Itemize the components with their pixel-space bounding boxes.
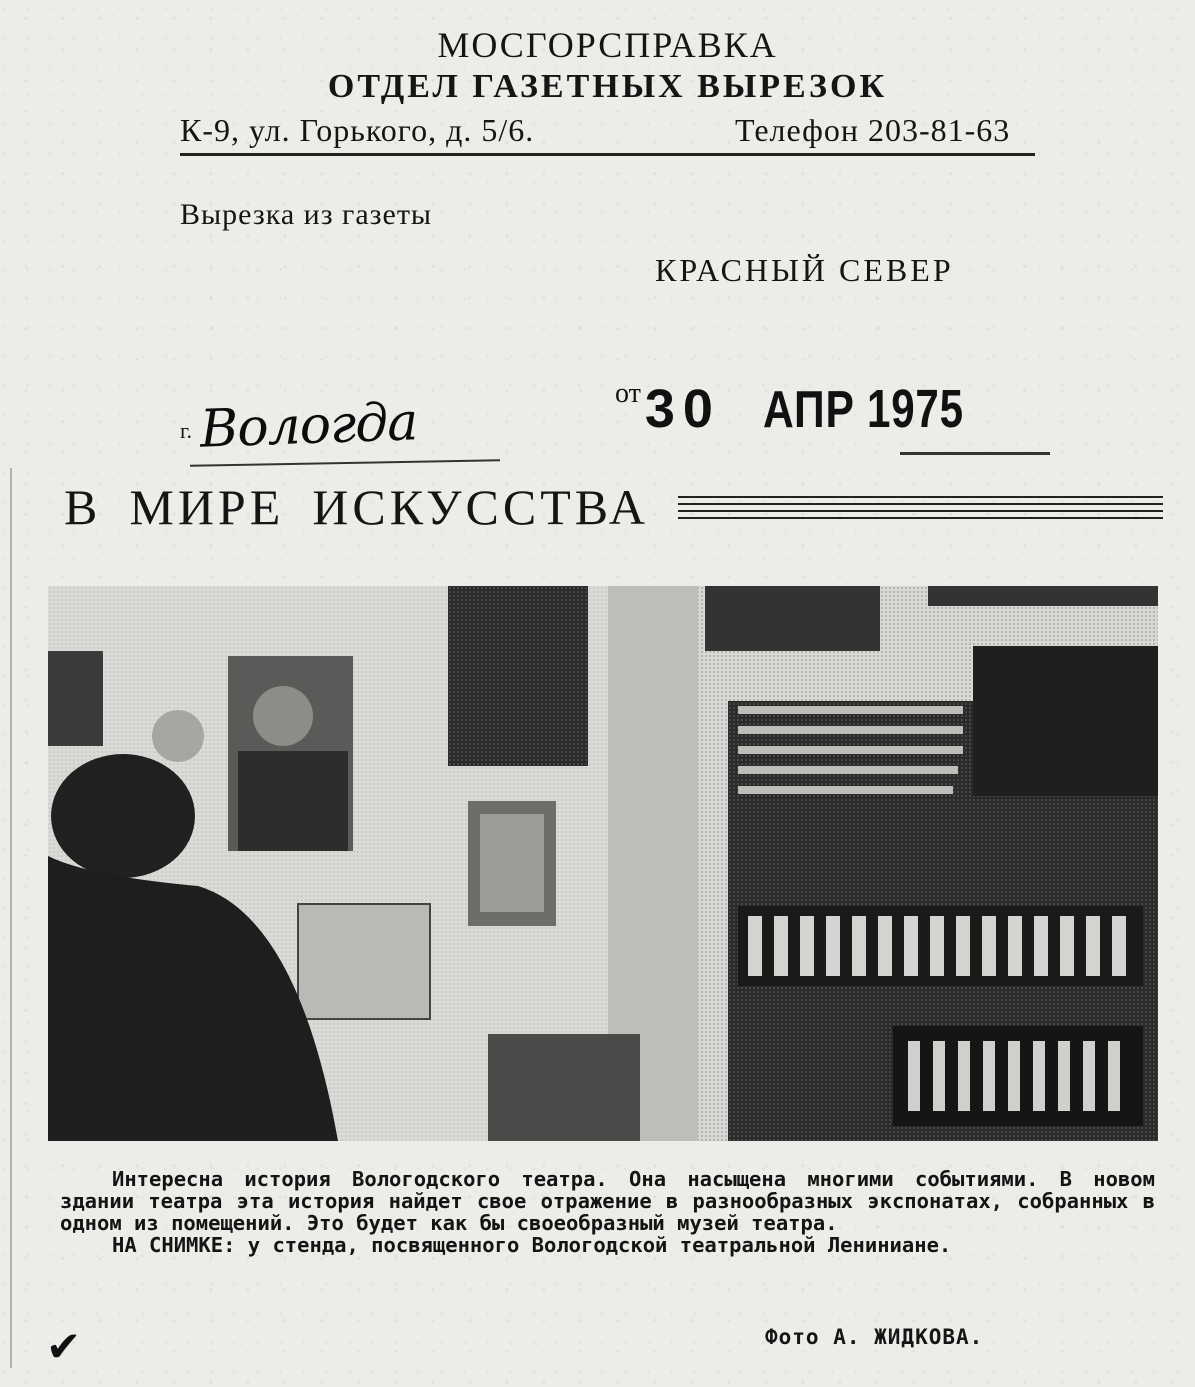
phone: Телефон 203-81-63 (735, 112, 1011, 148)
photo-note (60, 1234, 1155, 1256)
department-name: ОТДЕЛ ГАЗЕТНЫХ ВЫРЕЗОК (327, 68, 888, 105)
title-decorative-lines (678, 496, 1163, 526)
section-title (64, 478, 649, 536)
photo-note-text: у стенда, посвященного Вологодской театральной Лениниане. (247, 1233, 952, 1257)
date-year: 1975 (866, 379, 964, 439)
newspaper-name: КРАСНЫЙ СЕВЕР (655, 252, 954, 288)
photo-caption (60, 1168, 1155, 1256)
date-stamp (615, 360, 991, 440)
check-mark-icon: ✔ (46, 1322, 82, 1371)
photo-credit: Фото А. ЖИДКОВА. (765, 1325, 984, 1349)
photo-illustration (48, 586, 1158, 1141)
section-title-word-2: МИРЕ (129, 479, 285, 535)
city-label: г. (180, 418, 193, 443)
date-month: АПР (762, 381, 855, 439)
clipping-edge (10, 468, 12, 1368)
section-title-word-3: ИСКУССТВА (312, 479, 650, 535)
photo-note-label: НА СНИМКЕ: (112, 1233, 236, 1257)
clipping-from-label: Вырезка из газеты (180, 198, 433, 231)
organization-name: МОСГОРСПРАВКА (437, 25, 778, 65)
section-title-word-1: В (64, 479, 102, 535)
city-rule (190, 459, 500, 466)
caption-text: Интересна история Вологодского театра. Она насыщена многими событиями. В новом здании театра эта история найдет свое отражение в разнообразных экспонатах, собранных в одном из помещений. Это будет как бы своеобразный музей театра. (60, 1167, 1155, 1235)
city-handwritten: Вологда (199, 392, 419, 460)
address: К-9, ул. Горького, д. 5/6. (180, 112, 535, 148)
date-prefix: от (615, 378, 641, 409)
stamp-rule (900, 452, 1050, 455)
date-day: 30 (644, 379, 721, 439)
article-photo (48, 586, 1158, 1141)
header-rule (180, 153, 1035, 156)
